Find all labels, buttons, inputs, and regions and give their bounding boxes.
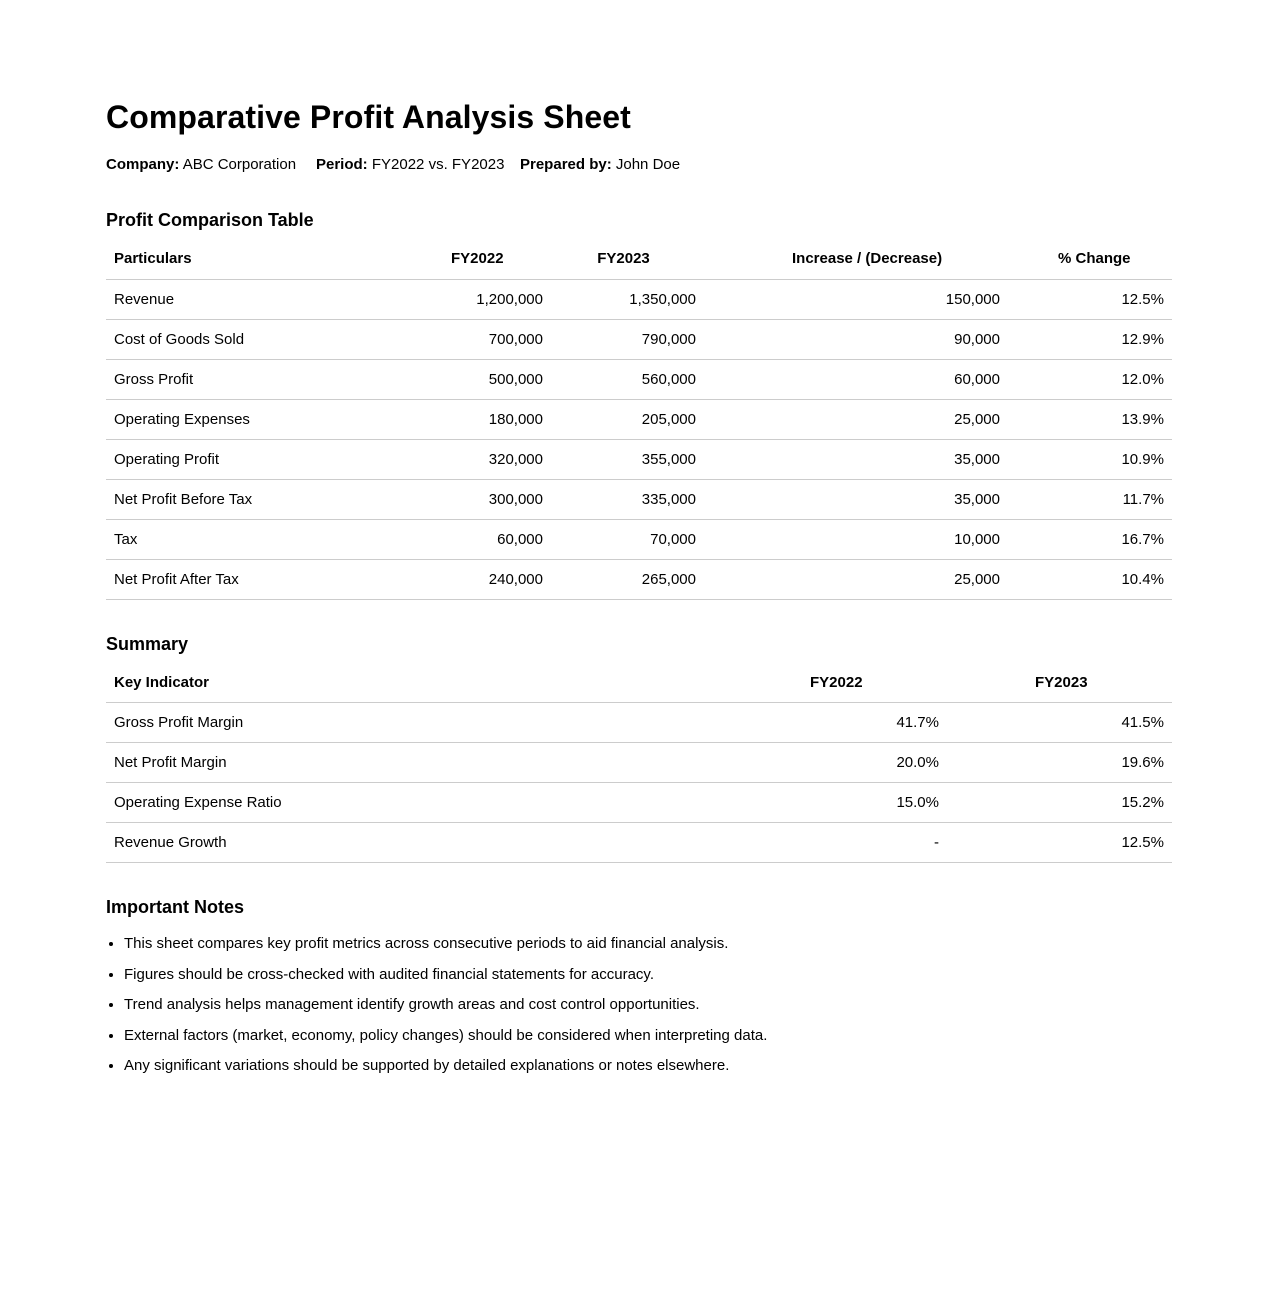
table-row [106, 319, 1172, 359]
cell-percent-change: 12.0% [1008, 359, 1172, 399]
meta-company [106, 154, 316, 176]
cell-fy2023: 335,000 [551, 479, 704, 519]
table-header-row [106, 663, 1172, 703]
table-row [106, 479, 1172, 519]
cell-increase-decrease: 60,000 [704, 359, 1008, 399]
meta-prepared-label: Prepared by: [520, 156, 612, 173]
column-header-fy2023: FY2023 [551, 239, 704, 279]
cell-fy2022: 700,000 [443, 319, 551, 359]
cell-fy2023: 15.2% [947, 783, 1172, 823]
meta-period-label: Period: [316, 156, 368, 173]
cell-key-indicator: Gross Profit Margin [106, 703, 802, 743]
cell-fy2022: 1,200,000 [443, 279, 551, 319]
cell-fy2023: 1,350,000 [551, 279, 704, 319]
cell-key-indicator: Net Profit Margin [106, 743, 802, 783]
cell-particulars: Net Profit After Tax [106, 559, 443, 599]
cell-increase-decrease: 90,000 [704, 319, 1008, 359]
meta-company-value: ABC Corporation [182, 156, 297, 173]
profit-comparison-table [106, 239, 1172, 600]
cell-percent-change: 10.4% [1008, 559, 1172, 599]
column-header-particulars: Particulars [106, 239, 443, 279]
cell-particulars: Operating Profit [106, 439, 443, 479]
cell-fy2023: 70,000 [551, 519, 704, 559]
cell-fy2022: 60,000 [443, 519, 551, 559]
column-header-percent-change: % Change [1008, 239, 1172, 279]
column-header-increase-decrease: Increase / (Decrease) [704, 239, 1008, 279]
cell-fy2023: 12.5% [947, 823, 1172, 863]
table-row [106, 559, 1172, 599]
cell-increase-decrease: 35,000 [704, 439, 1008, 479]
table-row [106, 279, 1172, 319]
table-header-row [106, 239, 1172, 279]
cell-percent-change: 16.7% [1008, 519, 1172, 559]
cell-particulars: Operating Expenses [106, 399, 443, 439]
cell-percent-change: 13.9% [1008, 399, 1172, 439]
cell-fy2022: 41.7% [802, 703, 947, 743]
cell-fy2023: 205,000 [551, 399, 704, 439]
cell-increase-decrease: 150,000 [704, 279, 1008, 319]
cell-particulars: Gross Profit [106, 359, 443, 399]
table-row [106, 783, 1172, 823]
column-header-fy2023: FY2023 [947, 663, 1172, 703]
cell-fy2023: 265,000 [551, 559, 704, 599]
cell-fy2023: 19.6% [947, 743, 1172, 783]
cell-fy2022: 180,000 [443, 399, 551, 439]
cell-particulars: Net Profit Before Tax [106, 479, 443, 519]
table-row [106, 359, 1172, 399]
note-item: • Any significant variations should be supported by detailed explanations or notes elsewhere. [124, 1055, 1172, 1086]
cell-key-indicator: Revenue Growth [106, 823, 802, 863]
meta-prepared-value: John Doe [615, 156, 681, 173]
cell-fy2022: 300,000 [443, 479, 551, 519]
cell-fy2023: 790,000 [551, 319, 704, 359]
document-page [106, 0, 1172, 1086]
summary-heading: Summary [106, 633, 189, 654]
cell-percent-change: 12.9% [1008, 319, 1172, 359]
cell-fy2022: 240,000 [443, 559, 551, 599]
table-row [106, 703, 1172, 743]
notes-heading: Important Notes [106, 897, 245, 917]
cell-percent-change: 10.9% [1008, 439, 1172, 479]
summary-table [106, 663, 1172, 864]
page-title: Comparative Profit Analysis Sheet [106, 99, 631, 135]
meta-prepared [520, 154, 680, 176]
meta-company-label: Company: [106, 156, 180, 173]
cell-fy2022: - [802, 823, 947, 863]
cell-percent-change: 11.7% [1008, 479, 1172, 519]
note-item: • Figures should be cross-checked with audited financial statements for accuracy. [124, 964, 1172, 995]
cell-fy2023: 41.5% [947, 703, 1172, 743]
column-header-fy2022: FY2022 [802, 663, 947, 703]
note-item: • This sheet compares key profit metrics across consecutive periods to aid financial analysis. [124, 933, 1172, 964]
cell-particulars: Revenue [106, 279, 443, 319]
document-meta [106, 154, 1172, 176]
table-row [106, 439, 1172, 479]
cell-fy2022: 320,000 [443, 439, 551, 479]
notes-list [106, 933, 1172, 1086]
table-row [106, 743, 1172, 783]
cell-fy2022: 500,000 [443, 359, 551, 399]
cell-fy2023: 560,000 [551, 359, 704, 399]
cell-particulars: Tax [106, 519, 443, 559]
cell-increase-decrease: 25,000 [704, 559, 1008, 599]
cell-key-indicator: Operating Expense Ratio [106, 783, 802, 823]
meta-period-value: FY2022 vs. FY2023 [371, 156, 505, 173]
cell-fy2022: 15.0% [802, 783, 947, 823]
table-row [106, 519, 1172, 559]
cell-increase-decrease: 35,000 [704, 479, 1008, 519]
meta-period [316, 154, 520, 176]
cell-increase-decrease: 10,000 [704, 519, 1008, 559]
table-row [106, 823, 1172, 863]
profit-table-heading: Profit Comparison Table [106, 210, 314, 230]
cell-increase-decrease: 25,000 [704, 399, 1008, 439]
cell-fy2023: 355,000 [551, 439, 704, 479]
column-header-fy2022: FY2022 [443, 239, 551, 279]
cell-fy2022: 20.0% [802, 743, 947, 783]
column-header-key-indicator: Key Indicator [106, 663, 802, 703]
table-row [106, 399, 1172, 439]
cell-particulars: Cost of Goods Sold [106, 319, 443, 359]
note-item: • Trend analysis helps management identify growth areas and cost control opportunities. [124, 994, 1172, 1025]
cell-percent-change: 12.5% [1008, 279, 1172, 319]
note-item: • External factors (market, economy, policy changes) should be considered when interpreting data. [124, 1025, 1172, 1056]
